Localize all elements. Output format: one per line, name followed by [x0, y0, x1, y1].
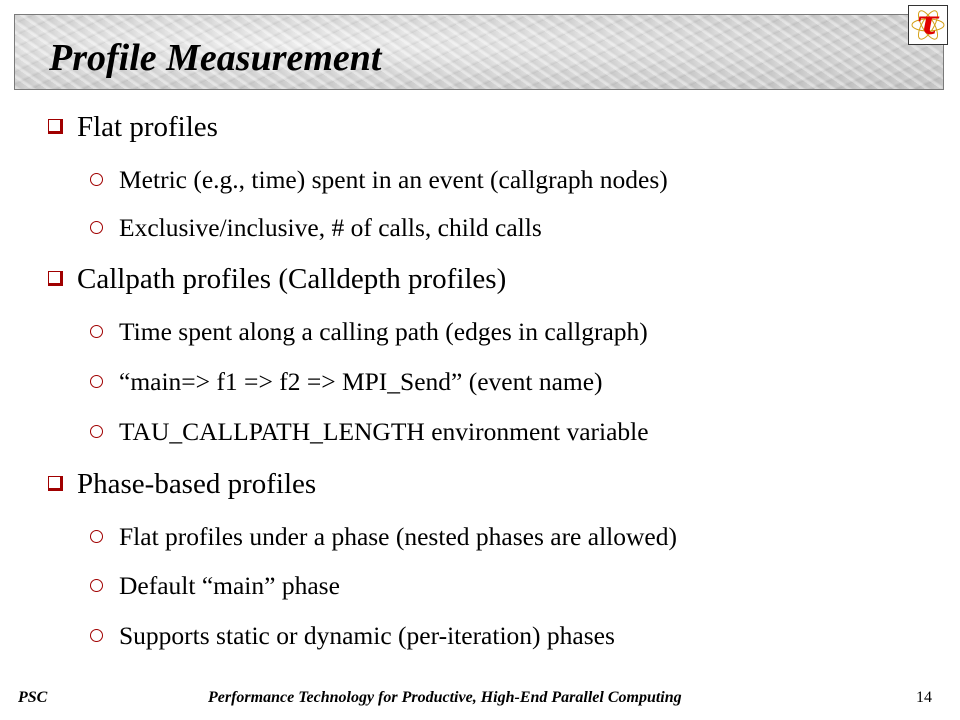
outline-item-level2 [90, 573, 340, 599]
title-banner [14, 14, 944, 90]
tau-logo [908, 5, 948, 45]
tau-symbol: τ [916, 3, 940, 43]
circle-bullet-icon [90, 173, 103, 186]
square-bullet-icon [48, 119, 63, 134]
outline-text: Phase-based profiles [77, 468, 317, 500]
outline-text: Default “main” phase [119, 571, 340, 600]
outline-text: “main=> f1 => f2 => MPI_Send” (event name) [119, 367, 603, 396]
circle-bullet-icon [90, 530, 103, 543]
page-number: 14 [916, 689, 932, 706]
outline-text: Flat profiles under a phase (nested phases are allowed) [119, 522, 677, 551]
square-bullet-icon [48, 476, 63, 491]
outline-item-level2 [90, 419, 649, 445]
square-bullet-icon [48, 271, 63, 286]
outline-item-level1 [48, 113, 218, 142]
outline-text: Exclusive/inclusive, # of calls, child calls [119, 213, 542, 242]
footer-organization: PSC [18, 689, 48, 706]
outline-item-level2 [90, 215, 542, 241]
outline-item-level1 [48, 470, 316, 499]
circle-bullet-icon [90, 579, 103, 592]
outline-text: Metric (e.g., time) spent in an event (callgraph nodes) [119, 165, 668, 194]
outline-item-level2 [90, 167, 668, 193]
circle-bullet-icon [90, 221, 103, 234]
outline-text: Time spent along a calling path (edges in callgraph) [119, 317, 648, 346]
outline-text: TAU_CALLPATH_LENGTH environment variable [119, 417, 649, 446]
outline-item-level2 [90, 623, 615, 649]
outline-item-level2 [90, 369, 603, 395]
circle-bullet-icon [90, 325, 103, 338]
outline-item-level2 [90, 524, 677, 550]
outline-text: Flat profiles [77, 111, 218, 143]
outline-item-level1 [48, 265, 506, 294]
outline-text: Callpath profiles (Calldepth profiles) [77, 263, 507, 295]
slide-title: Profile Measurement [49, 37, 382, 79]
circle-bullet-icon [90, 375, 103, 388]
circle-bullet-icon [90, 425, 103, 438]
circle-bullet-icon [90, 629, 103, 642]
outline-text: Supports static or dynamic (per-iteration) phases [119, 621, 615, 650]
footer-presentation-title: Performance Technology for Productive, High-End Parallel Computing [208, 689, 682, 706]
outline-item-level2 [90, 319, 648, 345]
